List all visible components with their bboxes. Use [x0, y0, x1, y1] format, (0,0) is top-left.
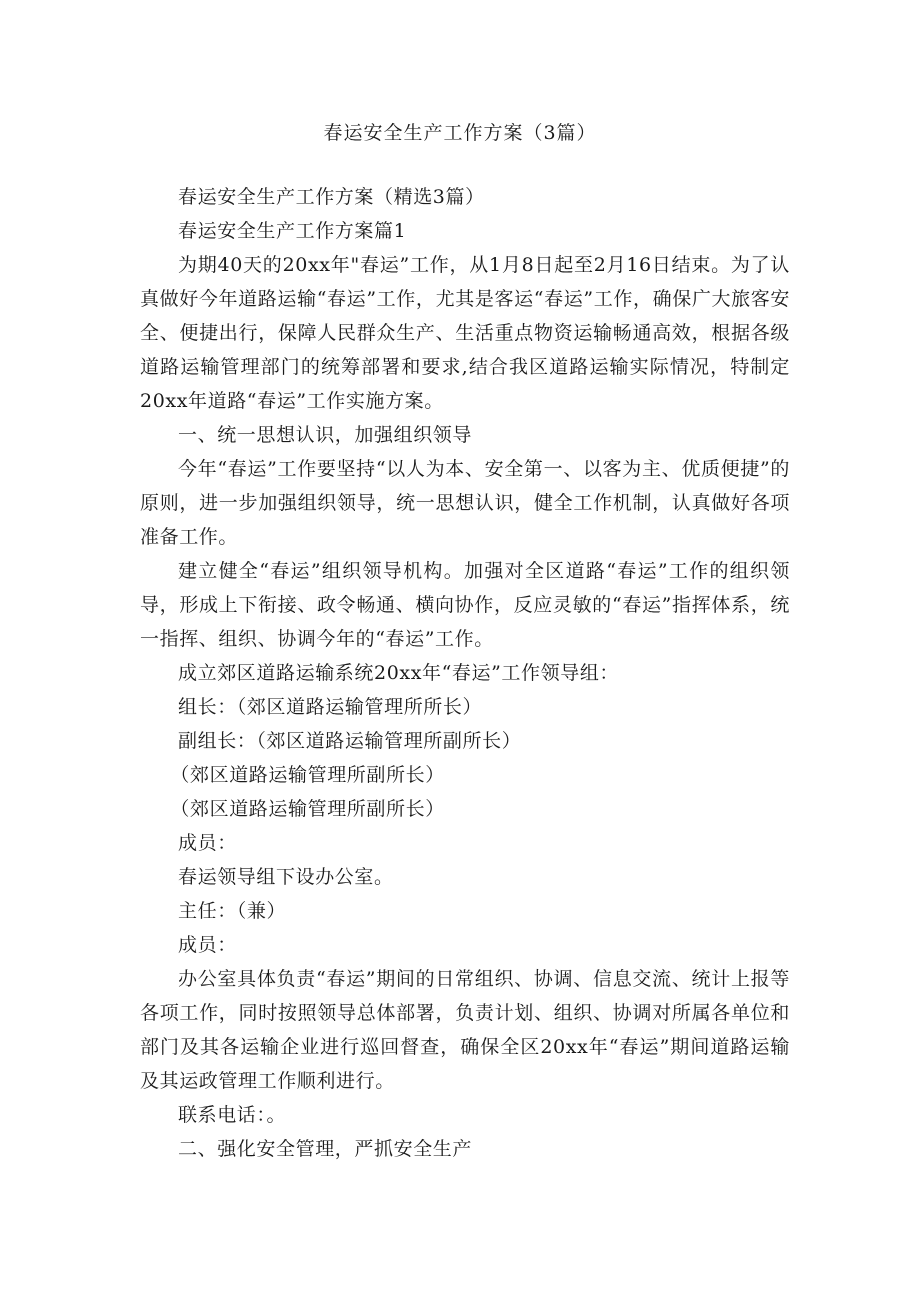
list-line: （郊区道路运输管理所副所长） [170, 798, 445, 820]
list-line: 成员： [178, 934, 237, 956]
chapter-heading: 春运安全生产工作方案篇1 [178, 220, 407, 242]
document-body [140, 180, 790, 1166]
body-paragraph: 办公室具体负责“春运”期间的日常组织、协调、信息交流、统计上报等各项工作，同时按照领导总体部署，负责计划、组织、协调对所属各单位和部门及其各运输企业进行巡回督查，确保全区20xx年“春运”期间道路运输及其运政管理工作顺利进行。 [140, 968, 790, 1092]
body-paragraph: 今年“春运”工作要坚持“以人为本、安全第一、以客为主、优质便捷”的原则，进一步加强组织领导，统一思想认识，健全工作机制，认真做好各项准备工作。 [140, 458, 790, 548]
body-paragraph: 联系电话：。 [178, 1104, 287, 1126]
section-heading: 一、统一思想认识，加强组织领导 [178, 424, 473, 446]
body-paragraph: 成立郊区道路运输系统20xx年“春运”工作领导组： [178, 662, 620, 684]
section-heading: 二、强化安全管理，严抓安全生产 [178, 1138, 473, 1160]
list-line: （郊区道路运输管理所副所长） [170, 764, 445, 786]
list-line: 副组长：（郊区道路运输管理所副所长） [178, 730, 522, 752]
list-line: 组长：（郊区道路运输管理所所长） [178, 696, 483, 718]
body-paragraph: 春运领导组下设办公室。 [178, 866, 394, 888]
list-line: 成员： [178, 832, 237, 854]
list-line: 主任：（兼） [178, 900, 287, 922]
subtitle-paragraph: 春运安全生产工作方案（精选3篇） [178, 186, 485, 208]
body-paragraph: 建立健全“春运”组织领导机构。加强对全区道路“春运”工作的组织领导，形成上下衔接、政令畅通、横向协作，反应灵敏的“春运”指挥体系，统一指挥、组织、协调今年的“春运”工作。 [140, 560, 790, 650]
body-paragraph: 为期40天的20xx年"春运”工作，从1月8日起至2月16日结束。为了认真做好今年道路运输“春运”工作，尤其是客运“春运”工作，确保广大旅客安全、便捷出行，保障人民群众生产、生活重点物资运输畅通高效，根据各级道路运输管理部门的统筹部署和要求,结合我区道路运输实际情况，特制定20xx年道路“春运”工作实施方案。 [140, 254, 790, 412]
document-title: 春运安全生产工作方案（3篇） [323, 122, 597, 144]
